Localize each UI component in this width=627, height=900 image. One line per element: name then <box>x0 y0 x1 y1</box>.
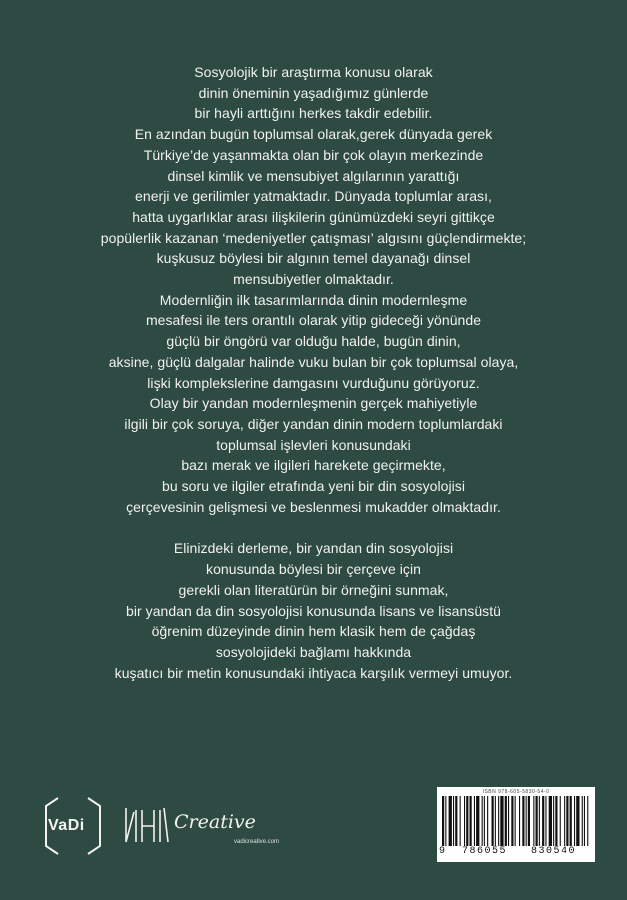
vadi-logo-text: VaDi <box>48 817 85 834</box>
blurb-line: popülerlik kazanan ‘medeniyetler çatışması’ algısını güçlendirmekte; <box>100 229 527 246</box>
barcode-bar <box>528 796 530 846</box>
blurb-line: öğrenim düzeyinde dinin hem klasik hem de çağdaş <box>151 623 476 640</box>
barcode-bar <box>460 796 461 846</box>
blurb-line: bu soru ve ilgiler etrafında yeni bir din sosyolojisi <box>161 478 466 495</box>
back-cover-blurb <box>88 62 539 683</box>
barcode-bar <box>455 796 457 846</box>
barcode-bar <box>466 796 468 846</box>
barcode-bar <box>526 796 527 846</box>
blurb-line: Türkiye’de yaşanmakta olan bir çok olayın merkezinde <box>143 146 484 163</box>
blurb-line: mensubiyetler olmaktadır. <box>233 271 394 288</box>
paragraph-gap <box>88 517 539 538</box>
barcode-bar <box>464 796 465 846</box>
blurb-paragraph-2 <box>88 538 539 683</box>
barcode-bars <box>442 796 590 846</box>
barcode-bar <box>453 796 454 846</box>
barcode-left-digits: 786055 <box>462 846 508 857</box>
barcode-isbn-line: ISBN 978-605-5830-54-0 <box>482 789 550 795</box>
barcode-bar <box>442 796 444 846</box>
blurb-line: mesafesi ile ters orantılı olarak yitip gideceği yönünde <box>145 312 482 329</box>
barcode-bar <box>495 796 496 846</box>
barcode-bar <box>484 796 485 846</box>
barcode-bar <box>482 796 483 846</box>
barcode-bar <box>545 796 546 846</box>
blurb-line: gerekli olan literatürün bir örneğini sunmak, <box>178 581 449 598</box>
barcode-digits <box>437 846 595 860</box>
blurb-line: güçlü bir öngörü var olduğu halde, bugün dinin, <box>166 333 461 350</box>
barcode-bar <box>536 796 538 846</box>
barcode-bar <box>505 796 507 846</box>
barcode-bar <box>519 796 520 846</box>
barcode-bar <box>539 796 540 846</box>
blurb-line: ilgili bir çok soruya, diğer yandan dinin modern toplumlardaki <box>124 415 503 432</box>
publisher-logos <box>42 792 280 862</box>
blurb-line: En azından bugün toplumsal olarak,gerek dünyada gerek <box>134 126 493 143</box>
blurb-line: Modernliğin ilk tasarımlarında dinin modernleşme <box>159 291 468 308</box>
vadi-hexagon-icon <box>42 792 104 860</box>
barcode-bar <box>449 796 452 846</box>
barcode-bar <box>542 796 544 846</box>
creative-logo-text: Creative <box>174 811 256 833</box>
barcode-bar <box>582 796 583 846</box>
barcode-bar <box>492 796 494 846</box>
barcode-bar <box>576 796 579 846</box>
blurb-line: toplumsal işlevleri konusundaki <box>216 436 411 453</box>
blurb-line: Olay bir yandan modernleşmenin gerçek mahiyetiyle <box>149 395 478 412</box>
blurb-line: bir yandan da din sosyolojisi konusunda lisans ve lisansüstü <box>126 602 501 619</box>
barcode-bar <box>555 796 557 846</box>
blurb-line: bazı merak ve ilgileri harekete geçirmekte, <box>181 457 446 474</box>
barcode-bar <box>445 796 446 846</box>
barcode-bar <box>584 796 585 846</box>
blurb-line: dinsel kimlik ve mensubiyet algılarının yarattığı <box>167 167 460 184</box>
blurb-line: hatta uygarlıklar arası ilişkilerin günümüzdeki seyri gittikçe <box>132 208 495 225</box>
isbn-barcode <box>437 787 595 862</box>
barcode-bar <box>511 796 513 846</box>
barcode-bar <box>564 796 565 846</box>
blurb-line: Sosyolojik bir araştırma konusu olarak <box>194 64 433 80</box>
vadi-creative-script-logo-icon <box>120 798 280 858</box>
barcode-bar <box>560 796 561 846</box>
barcode-bar <box>566 796 568 846</box>
creative-url: vadicreative.com <box>234 839 280 845</box>
blurb-line: sosyolojideki bağlamı hakkında <box>215 643 412 660</box>
barcode-bar <box>549 796 552 846</box>
barcode-bar <box>533 796 534 846</box>
barcode-bar <box>498 796 499 846</box>
barcode-bar <box>587 796 588 846</box>
barcode-right-digits: 830540 <box>531 846 577 857</box>
barcode-bar <box>487 796 488 846</box>
blurb-line: enerji ve gerilimler yatmaktadır. Dünyada toplumlar arası, <box>135 188 492 205</box>
barcode-bar <box>515 796 516 846</box>
barcode-bar <box>476 796 479 846</box>
barcode-bar <box>474 796 475 846</box>
barcode-first-digit: 9 <box>439 846 446 857</box>
barcode-bar <box>570 796 572 846</box>
blurb-paragraph-1 <box>88 62 539 517</box>
blurb-line: kuşkusuz böylesi bir algının temel dayanağı dinsel <box>156 250 471 267</box>
barcode-bar <box>553 796 554 846</box>
barcode-bar <box>500 796 503 846</box>
barcode-bar <box>508 796 509 846</box>
barcode-bar <box>574 796 575 846</box>
barcode-bar <box>522 796 524 846</box>
blurb-line: bir hayli arttığını herkes takdir edebilir. <box>194 105 433 122</box>
barcode-bar <box>470 796 472 846</box>
blurb-line: çerçevesinin gelişmesi ve beslenmesi mukadder olmaktadır. <box>126 498 501 515</box>
blurb-line: aksine, güçlü dalgalar halinde vuku bulan bir çok toplumsal olaya, <box>108 353 519 370</box>
blurb-line: lişki komplekslerine damgasını vurduğunu görüyoruz. <box>147 374 480 391</box>
blurb-line: Elinizdeki derleme, bir yandan din sosyolojisi <box>173 540 454 557</box>
blurb-line: konusunda böylesi bir çerçeve için <box>206 561 421 578</box>
blurb-line: kuşatıcı bir metin konusundaki ihtiyaca karşılık vermeyi umuyor. <box>114 664 513 681</box>
blurb-line: dinin öneminin yaşadığımız günlerde <box>198 84 429 101</box>
